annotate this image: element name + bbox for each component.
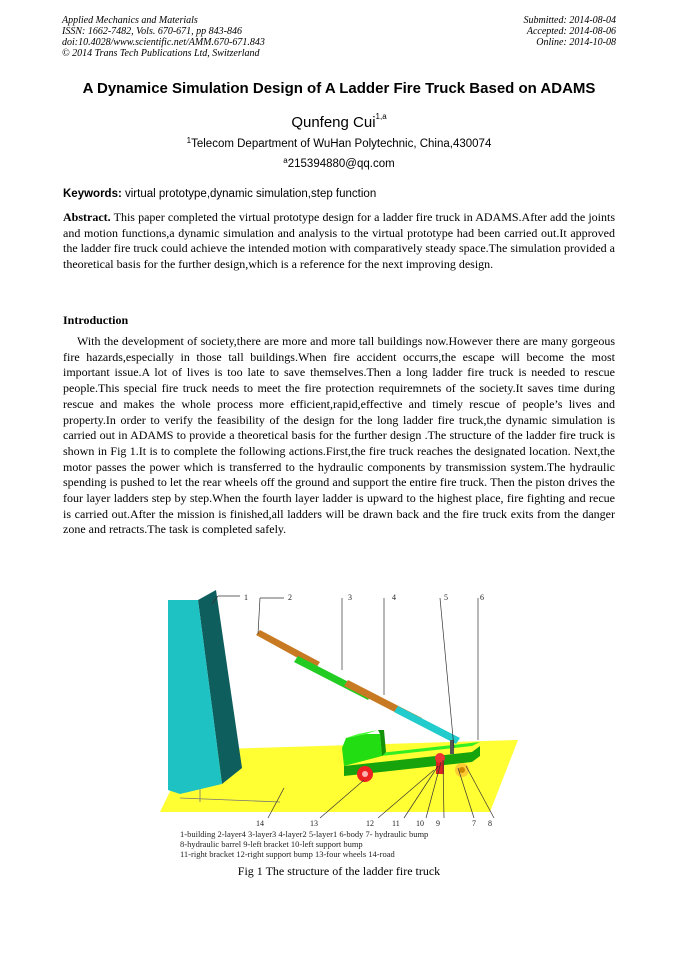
- author-line: [0, 114, 678, 131]
- author-name: Qunfeng Cui: [291, 114, 376, 131]
- abstract-label: Abstract.: [63, 210, 111, 224]
- label-3: 3: [348, 593, 352, 602]
- fire-truck-figure: [160, 590, 518, 860]
- submission-dates: [524, 15, 617, 48]
- figure-caption: Fig 1 The structure of the ladder fire truck: [237, 864, 441, 878]
- keywords-text: virtual prototype,dynamic simulation,step function: [125, 188, 377, 200]
- ladder-layer1: [394, 706, 460, 744]
- ladder-layer4: [256, 630, 320, 668]
- journal-copyright: © 2014 Trans Tech Publications Ltd, Switzerland: [62, 48, 260, 59]
- label-5: 5: [444, 593, 448, 602]
- journal-issn: ISSN: 1662-7482, Vols. 670-671, pp 843-846: [62, 26, 242, 37]
- keywords-label: Keywords:: [63, 188, 122, 200]
- affiliation-text: Telecom Department of WuHan Polytechnic, China,430074: [191, 138, 492, 150]
- callout-lines-top: [212, 596, 478, 748]
- label-8: 8: [488, 819, 492, 828]
- paper-title: A Dynamice Simulation Design of A Ladder Fire Truck Based on ADAMS: [82, 80, 596, 97]
- label-14: 14: [256, 819, 264, 828]
- journal-info: [62, 15, 265, 59]
- label-6: 6: [480, 593, 484, 602]
- email-line: [0, 158, 678, 170]
- label-7: 7: [472, 819, 476, 828]
- label-13: 13: [310, 819, 318, 828]
- keywords-line: [63, 188, 615, 200]
- email-sup: a: [283, 156, 288, 165]
- online-date: Online: 2014-10-08: [536, 37, 616, 48]
- affiliation-line: [0, 138, 678, 150]
- label-1: 1: [244, 593, 248, 602]
- legend-line-3: 11-right bracket 12-right support bump 13-four wheels 14-road: [180, 849, 395, 859]
- abstract-text: This paper completed the virtual prototype design for a ladder fire truck in ADAMS.After add the joints and motion functions,a dynamic simulation and analysis to the virtual prototype had been carried out.It approved the ladder fire truck could achieve the intended motion with comparatively steady space.The simulation provided a theoretical basis for the further design,which is a reference for the next improving design.: [63, 210, 615, 272]
- label-11: 11: [392, 819, 400, 828]
- email-address: 215394880@qq.com: [287, 158, 395, 170]
- rear-wheel-hub: [459, 767, 465, 773]
- accepted-date: Accepted: 2014-08-06: [526, 26, 616, 37]
- abstract-paragraph: [63, 210, 615, 273]
- label-10: 10: [416, 819, 424, 828]
- legend-line-2: 8-hydraulic barrel 9-left bracket 10-left support bump: [180, 839, 363, 849]
- affiliation-sup: 1: [186, 136, 192, 145]
- journal-name: Applied Mechanics and Materials: [62, 15, 198, 26]
- front-wheel-hub: [362, 771, 368, 777]
- submitted-date: Submitted: 2014-08-04: [523, 15, 616, 26]
- journal-doi: doi:10.4028/www.scientific.net/AMM.670-671.843: [62, 37, 265, 48]
- label-9: 9: [436, 819, 440, 828]
- legend-line-1: 1-building 2-layer4 3-layer3 4-layer2 5-layer1 6-body 7- hydraulic bump: [180, 829, 429, 839]
- right-bracket: [435, 753, 445, 763]
- label-4: 4: [392, 593, 396, 602]
- author-sup: 1,a: [375, 112, 387, 121]
- introduction-paragraph: With the development of society,there are more and more tall buildings now.However there are many gorgeous fire hazards,especially in those tall buildings.When fire accident occurrs,the escape will become the most important issue.A lot of lives is too late to save themselves.Then a long ladder fire truck is needed to rescue people.This special fire truck needs to meet the fire protection requiremnets of the society.It saves time during rescue and makes the whole process more efficient,rapid,effective and timely rescue of people’s lives and property.In order to verify the feasibility of the design for the long ladder fire truck,the dynamic simulation is carried out in ADAMS to provide a theoretical basis for the further design .The structure of the ladder fire truck is shown in Fig 1.It is to complete the following actions.First,the fire truck reaches the designated location. Next,the motor passes the power which is transferred to the hydraulic components by transmission system.The hydraulic spending is pushed to let the rear wheels off the ground and support the entire fire truck. Then the piston drives the four layer ladders step by step.When the fourth layer ladder is upward to the highest place, fire fighting and recue is carried out.After the mission is finished,all ladders will be drawn back and the fire truck exits from the danger zone and retracts.The task is completed safely.: [63, 334, 615, 537]
- label-12: 12: [366, 819, 374, 828]
- label-2: 2: [288, 593, 292, 602]
- introduction-heading: Introduction: [63, 313, 129, 327]
